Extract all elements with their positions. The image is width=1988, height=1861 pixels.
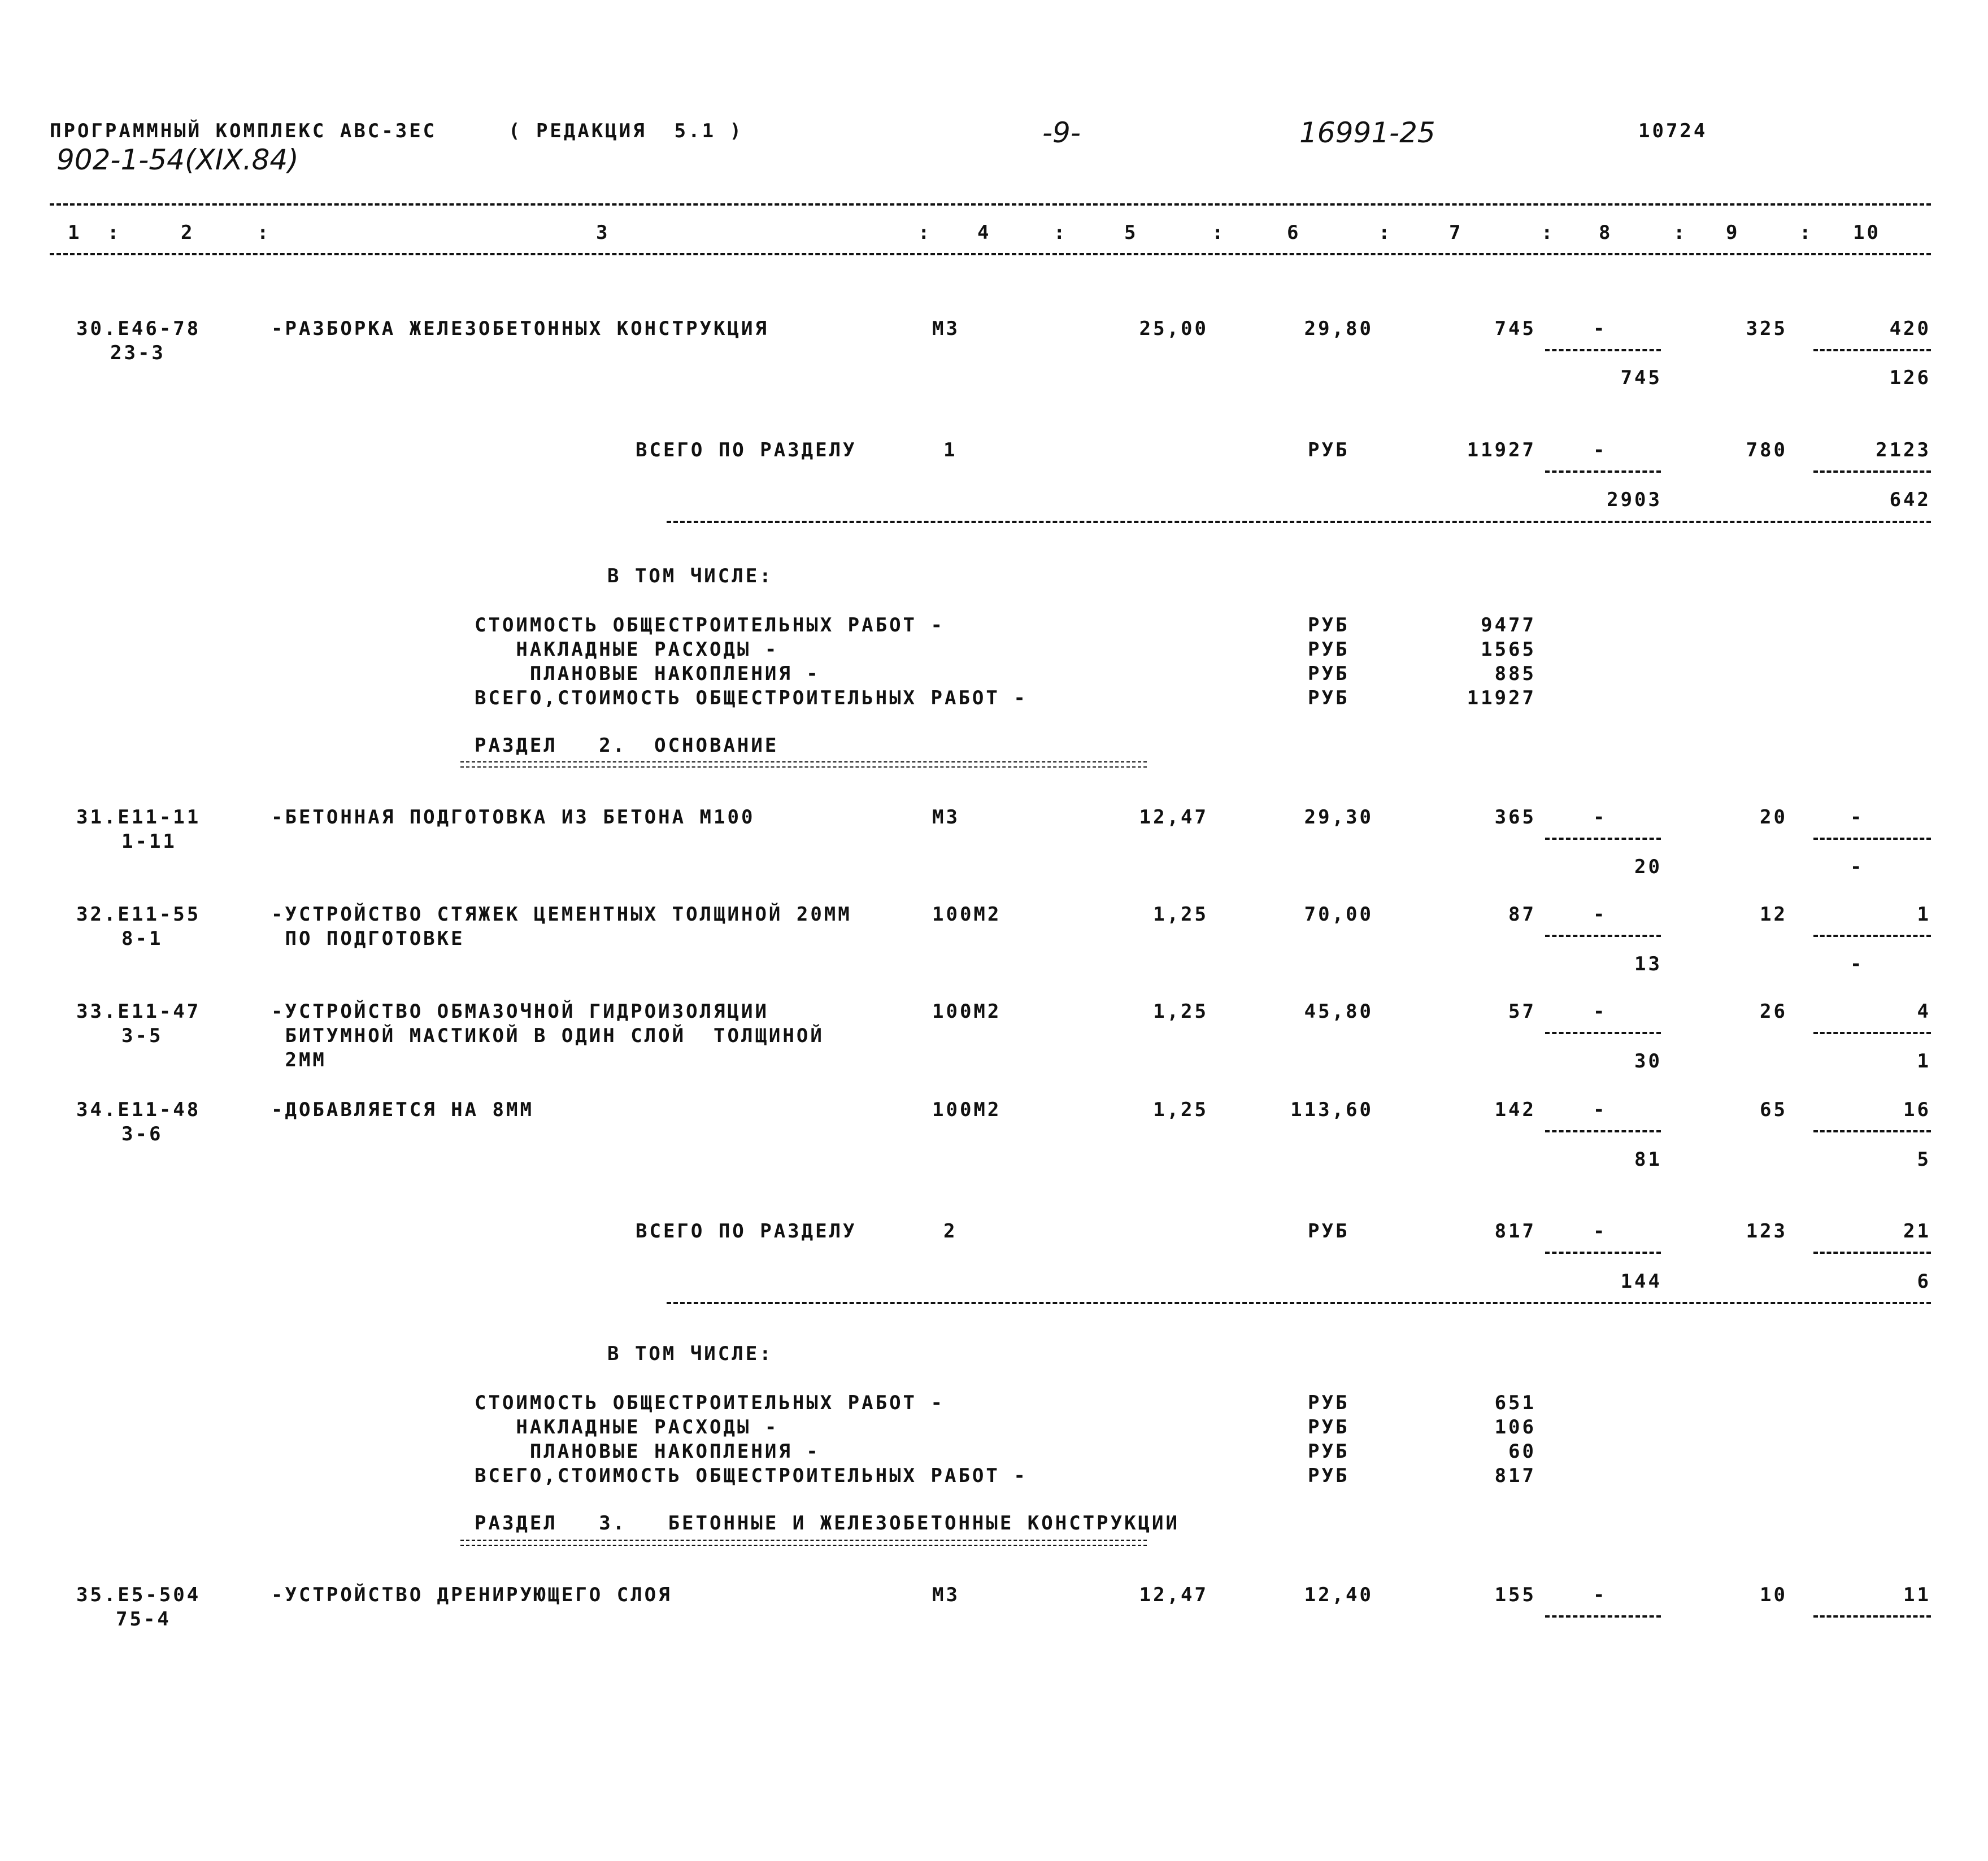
row-subcode: 1-11: [121, 830, 177, 853]
breakdown-value: 1565: [1481, 638, 1536, 661]
column-separator: :: [1212, 221, 1226, 244]
row-total: 142: [1494, 1099, 1536, 1121]
row-unit-price: 45,80: [1304, 1000, 1373, 1023]
total-col10-rule: [1813, 1252, 1931, 1254]
row-description-cont: 2ММ: [271, 1049, 327, 1071]
breakdown-label: ПЛАНОВЫЕ НАКОПЛЕНИЯ -: [475, 1440, 820, 1463]
column-number-10: 10: [1853, 221, 1881, 244]
column-separator: :: [1541, 221, 1555, 244]
row-quantity: 12,47: [1139, 806, 1208, 829]
row-col10-bottom: -: [1850, 953, 1864, 975]
breakdown-title: В ТОМ ЧИСЛЕ:: [607, 1343, 773, 1365]
row-col8-top: -: [1593, 1584, 1607, 1606]
total-col10-rule: [1813, 470, 1931, 473]
row-code: 31.Е11-11: [76, 806, 201, 829]
total-label: ВСЕГО ПО РАЗДЕЛУ: [636, 439, 857, 461]
row-subcode: 75-4: [116, 1608, 171, 1631]
row-col10-top: -: [1850, 806, 1864, 829]
row-col10-top: 11: [1903, 1584, 1931, 1606]
row-unit: М3: [932, 806, 960, 829]
row-col10-rule: [1813, 935, 1931, 937]
breakdown-value: 106: [1494, 1416, 1536, 1439]
row-subcode: 8-1: [121, 927, 163, 950]
row-quantity: 12,47: [1139, 1584, 1208, 1606]
row-code: 35.Е5-504: [76, 1584, 201, 1606]
document-code: 16991-25: [1299, 116, 1435, 149]
row-quantity: 1,25: [1153, 903, 1208, 926]
project-code: 902-1-54(XIX.84): [56, 143, 299, 176]
total-section-number: 2: [943, 1220, 958, 1243]
row-col9: 10: [1760, 1584, 1787, 1606]
row-unit-price: 12,40: [1304, 1584, 1373, 1606]
total-unit: РУБ: [1308, 439, 1350, 461]
column-number-7: 7: [1449, 221, 1463, 244]
row-col10-bottom: 5: [1917, 1148, 1931, 1171]
program-edition: ( РЕДАКЦИЯ 5.1 ): [508, 120, 743, 142]
total-section-number: 1: [943, 439, 958, 461]
row-col8-rule: [1545, 349, 1661, 351]
row-col8-bottom: 20: [1634, 856, 1662, 878]
breakdown-unit: РУБ: [1308, 1416, 1350, 1439]
row-col10-bottom: 126: [1889, 367, 1931, 389]
header-rule-top: [50, 203, 1931, 206]
total-unit: РУБ: [1308, 1220, 1350, 1243]
total-col10-bottom: 6: [1917, 1270, 1931, 1293]
total-value: 11927: [1467, 439, 1536, 461]
row-unit-price: 113,60: [1290, 1099, 1373, 1121]
total-col8-bottom: 144: [1620, 1270, 1662, 1293]
total-label: ВСЕГО ПО РАЗДЕЛУ: [636, 1220, 857, 1243]
row-code: 32.Е11-55: [76, 903, 201, 926]
breakdown-unit: РУБ: [1308, 614, 1350, 637]
column-number-4: 4: [977, 221, 991, 244]
total-separator-rule: [667, 1302, 1931, 1304]
column-number-6: 6: [1287, 221, 1301, 244]
row-col8-rule: [1545, 1615, 1661, 1618]
section-heading: РАЗДЕЛ 2. ОСНОВАНИЕ: [475, 734, 779, 757]
total-col8-bottom: 2903: [1607, 489, 1662, 511]
row-unit: М3: [932, 1584, 960, 1606]
row-col8-top: -: [1593, 1099, 1607, 1121]
column-number-2: 2: [181, 221, 195, 244]
column-separator: :: [107, 221, 121, 244]
row-col10-top: 420: [1889, 317, 1931, 340]
column-separator: :: [1378, 221, 1393, 244]
row-total: 745: [1494, 317, 1536, 340]
total-col9: 780: [1746, 439, 1787, 461]
row-col8-rule: [1545, 935, 1661, 937]
section-heading-underline: [460, 761, 1147, 768]
column-separator: :: [1054, 221, 1068, 244]
row-col10-bottom: 1: [1917, 1050, 1931, 1073]
column-number-3: 3: [596, 221, 610, 244]
row-total: 87: [1508, 903, 1536, 926]
section-heading-underline: [460, 1540, 1147, 1546]
row-unit: 100М2: [932, 1000, 1002, 1023]
row-unit: 100М2: [932, 1099, 1002, 1121]
breakdown-unit: РУБ: [1308, 687, 1350, 709]
column-separator: :: [1799, 221, 1813, 244]
breakdown-label: НАКЛАДНЫЕ РАСХОДЫ -: [475, 1416, 779, 1439]
row-subcode: 3-5: [121, 1025, 163, 1047]
document-number: 10724: [1638, 120, 1708, 142]
row-col8-bottom: 30: [1634, 1050, 1662, 1073]
section-heading: РАЗДЕЛ 3. БЕТОННЫЕ И ЖЕЛЕЗОБЕТОННЫЕ КОНСТРУКЦИИ: [475, 1512, 1180, 1535]
row-subcode: 23-3: [110, 342, 166, 364]
breakdown-value: 11927: [1467, 687, 1536, 709]
row-description: -УСТРОЙСТВО ДРЕНИРУЮЩЕГО СЛОЯ: [271, 1584, 672, 1606]
row-col8-rule: [1545, 1032, 1661, 1034]
total-separator-rule: [667, 521, 1931, 523]
row-col9: 26: [1760, 1000, 1787, 1023]
column-separator: :: [918, 221, 932, 244]
total-col8-rule: [1545, 1252, 1661, 1254]
row-col10-top: 1: [1917, 903, 1931, 926]
total-col8-top: -: [1593, 439, 1607, 461]
row-col10-top: 16: [1903, 1099, 1931, 1121]
row-unit-price: 29,30: [1304, 806, 1373, 829]
breakdown-unit: РУБ: [1308, 663, 1350, 685]
row-description: -УСТРОЙСТВО СТЯЖЕК ЦЕМЕНТНЫХ ТОЛЩИНОЙ 20ММ: [271, 903, 852, 926]
total-col10-bottom: 642: [1889, 489, 1931, 511]
row-description: -ДОБАВЛЯЕТСЯ НА 8ММ: [271, 1099, 534, 1121]
row-subcode: 3-6: [121, 1123, 163, 1145]
column-separator: :: [257, 221, 271, 244]
breakdown-value: 60: [1508, 1440, 1536, 1463]
breakdown-label: СТОИМОСТЬ ОБЩЕСТРОИТЕЛЬНЫХ РАБОТ -: [475, 614, 945, 637]
program-name: ПРОГРАММНЫЙ КОМПЛЕКС АВС-ЗЕС: [50, 120, 437, 142]
row-col8-bottom: 13: [1634, 953, 1662, 975]
column-number-1: 1: [68, 221, 82, 244]
row-col9: 20: [1760, 806, 1787, 829]
row-unit: М3: [932, 317, 960, 340]
row-col9: 12: [1760, 903, 1787, 926]
total-col10-top: 2123: [1876, 439, 1931, 461]
breakdown-title: В ТОМ ЧИСЛЕ:: [607, 565, 773, 587]
row-col9: 325: [1746, 317, 1787, 340]
breakdown-unit: РУБ: [1308, 638, 1350, 661]
total-value: 817: [1494, 1220, 1536, 1243]
row-col8-top: -: [1593, 317, 1607, 340]
row-col8-top: -: [1593, 806, 1607, 829]
row-col10-rule: [1813, 838, 1931, 840]
row-col10-bottom: -: [1850, 856, 1864, 878]
breakdown-label: ВСЕГО,СТОИМОСТЬ ОБЩЕСТРОИТЕЛЬНЫХ РАБОТ -: [475, 1465, 1028, 1487]
row-col8-rule: [1545, 1130, 1661, 1132]
row-col10-rule: [1813, 349, 1931, 351]
row-col8-top: -: [1593, 903, 1607, 926]
row-col8-rule: [1545, 838, 1661, 840]
breakdown-value: 817: [1494, 1465, 1536, 1487]
row-total: 155: [1494, 1584, 1536, 1606]
row-code: 30.Е46-78: [76, 317, 201, 340]
row-col8-bottom: 81: [1634, 1148, 1662, 1171]
total-col9: 123: [1746, 1220, 1787, 1243]
row-col10-rule: [1813, 1130, 1931, 1132]
row-col10-rule: [1813, 1032, 1931, 1034]
breakdown-label: ВСЕГО,СТОИМОСТЬ ОБЩЕСТРОИТЕЛЬНЫХ РАБОТ -: [475, 687, 1028, 709]
breakdown-value: 9477: [1481, 614, 1536, 637]
total-col8-top: -: [1593, 1220, 1607, 1243]
breakdown-value: 651: [1494, 1392, 1536, 1414]
breakdown-label: НАКЛАДНЫЕ РАСХОДЫ -: [475, 638, 779, 661]
row-description-cont: БИТУМНОЙ МАСТИКОЙ В ОДИН СЛОЙ ТОЛЩИНОЙ: [271, 1025, 824, 1047]
column-separator: :: [1673, 221, 1687, 244]
page-number: -9-: [1042, 116, 1081, 149]
breakdown-unit: РУБ: [1308, 1465, 1350, 1487]
row-description: -УСТРОЙСТВО ОБМАЗОЧНОЙ ГИДРОИЗОЛЯЦИИ: [271, 1000, 769, 1023]
row-total: 365: [1494, 806, 1536, 829]
row-unit-price: 70,00: [1304, 903, 1373, 926]
row-col8-bottom: 745: [1620, 367, 1662, 389]
row-quantity: 25,00: [1139, 317, 1208, 340]
column-number-8: 8: [1599, 221, 1613, 244]
breakdown-label: СТОИМОСТЬ ОБЩЕСТРОИТЕЛЬНЫХ РАБОТ -: [475, 1392, 945, 1414]
row-description: -БЕТОННАЯ ПОДГОТОВКА ИЗ БЕТОНА М100: [271, 806, 755, 829]
total-col10-top: 21: [1903, 1220, 1931, 1243]
row-description: -РАЗБОРКА ЖЕЛЕЗОБЕТОННЫХ КОНСТРУКЦИЯ: [271, 317, 769, 340]
column-number-9: 9: [1726, 221, 1740, 244]
row-col10-rule: [1813, 1615, 1931, 1618]
total-col8-rule: [1545, 470, 1661, 473]
row-unit-price: 29,80: [1304, 317, 1373, 340]
row-quantity: 1,25: [1153, 1000, 1208, 1023]
row-col9: 65: [1760, 1099, 1787, 1121]
row-code: 33.Е11-47: [76, 1000, 201, 1023]
column-number-5: 5: [1124, 221, 1138, 244]
breakdown-label: ПЛАНОВЫЕ НАКОПЛЕНИЯ -: [475, 663, 820, 685]
row-quantity: 1,25: [1153, 1099, 1208, 1121]
breakdown-unit: РУБ: [1308, 1440, 1350, 1463]
row-code: 34.Е11-48: [76, 1099, 201, 1121]
row-description-cont: ПО ПОДГОТОВКЕ: [271, 927, 465, 950]
header-rule-bottom: [50, 253, 1931, 255]
breakdown-unit: РУБ: [1308, 1392, 1350, 1414]
breakdown-value: 885: [1494, 663, 1536, 685]
row-col10-top: 4: [1917, 1000, 1931, 1023]
row-unit: 100М2: [932, 903, 1002, 926]
row-col8-top: -: [1593, 1000, 1607, 1023]
row-total: 57: [1508, 1000, 1536, 1023]
